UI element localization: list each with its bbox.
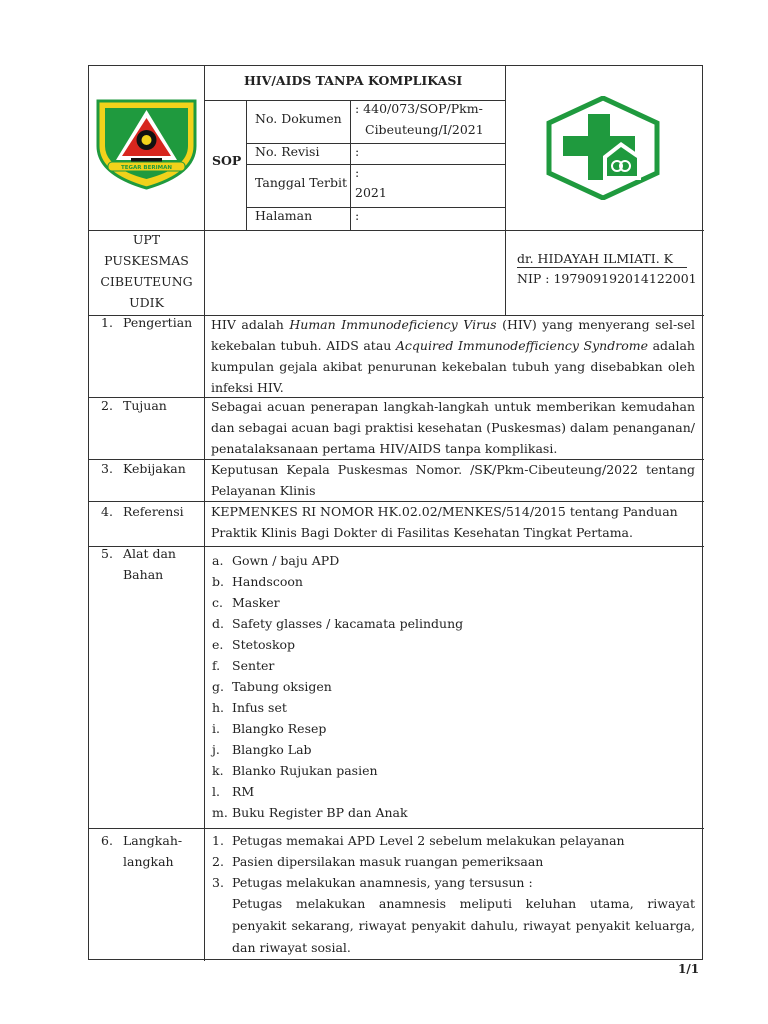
section-6-number: 6. (101, 833, 113, 848)
field-label-no-revisi: No. Revisi (255, 144, 320, 159)
org-line-2: PUSKESMAS (104, 253, 189, 268)
section-2-number: 2. (101, 398, 113, 413)
section-6-label-line-1: Langkah- (123, 833, 183, 848)
field-label-halaman: Halaman (255, 208, 313, 223)
list-item: e. Stetoskop (212, 637, 296, 652)
section-4-text-line-2: Praktik Klinis Bagi Dokter di Fasilitas Kesehatan Tingkat Pertama. (211, 525, 633, 540)
section-3-text: Keputusan Kepala Puskesmas Nomor. /SK/Pkm-Cibeuteung/2022 tentang Pelayanan Klinis (211, 462, 695, 498)
section-2-text: Sebagai acuan penerapan langkah-langkah untuk memberikan kemudahan dan sebagai acuan bagi praktisi kesehatan (Puskesmas) dalam penanganan/ penatalaksanaan pertama HIV/AIDS tanpa komplikasi. (211, 399, 695, 456)
org-line-4: UDIK (129, 295, 164, 310)
step-3-detail: Petugas melakukan anamnesis meliputi keluhan utama, riwayat penyakit sekarang, riwayat penyakit dahulu, riwayat penyakit keluarga, dan riwayat sosial. (232, 896, 695, 955)
field-value-halaman: : (355, 208, 360, 223)
field-value-tanggal-terbit-year: 2021 (355, 185, 387, 200)
step-item: 2. Pasien dipersilakan masuk ruangan pemeriksaan (212, 854, 544, 869)
step-item: 1. Petugas memakai APD Level 2 sebelum melakukan pelayanan (212, 833, 625, 848)
list-item: m. Buku Register BP dan Anak (212, 805, 408, 820)
field-value-no-dokumen-cont: Cibeuteung/I/2021 (365, 122, 484, 137)
list-item: k. Blanko Rujukan pasien (212, 763, 378, 778)
field-value-no-dokumen: : 440/073/SOP/Pkm- (355, 101, 483, 116)
list-item: j. Blangko Lab (212, 742, 312, 757)
section-2-label: Tujuan (123, 398, 167, 413)
field-label-no-dokumen: No. Dokumen (255, 111, 342, 126)
section-5-label-line-2: Bahan (123, 567, 164, 582)
list-item: g. Tabung oksigen (212, 679, 332, 694)
section-4-number: 4. (101, 504, 113, 519)
document-title: HIV/AIDS TANPA KOMPLIKASI (244, 73, 463, 88)
section-1-label: Pengertian (123, 315, 193, 330)
signatory-name: dr. HIDAYAH ILMIATI. K (517, 251, 673, 266)
field-label-tanggal-terbit: Tanggal Terbit (255, 175, 348, 190)
puskesmas-logo (543, 96, 663, 200)
section-3-number: 3. (101, 461, 113, 476)
svg-text:TEGAR BERIMAN: TEGAR BERIMAN (121, 165, 172, 171)
list-item: f. Senter (212, 658, 275, 673)
section-3-label: Kebijakan (123, 461, 186, 476)
equipment-list (212, 550, 463, 823)
org-line-3: CIBEUTEUNG (100, 274, 193, 289)
sop-document (88, 65, 703, 960)
list-item: d. Safety glasses / kacamata pelindung (212, 616, 464, 631)
regency-emblem (95, 98, 198, 190)
signatory-nip: NIP : 197909192014122001 (517, 271, 697, 286)
list-item: i. Blangko Resep (212, 721, 327, 736)
organization-name (89, 229, 204, 313)
list-item: l. RM (212, 784, 255, 799)
regency-emblem-icon (95, 98, 198, 190)
section-4-text-line-1: KEPMENKES RI NOMOR HK.02.02/MENKES/514/2015 tentang Panduan (211, 504, 678, 519)
list-item: h. Infus set (212, 700, 287, 715)
step-item: 3. Petugas melakukan anamnesis, yang tersusun : (212, 875, 533, 890)
section-1-text: HIV adalah Human Immunodeficiency Virus (HIV) yang menyerang sel-sel kekebalan tubuh. AIDS atau Acquired Immunodefficiency Syndrome adalah kumpulan gejala akibat penurunan kekebalan tubuh yang disebabkan oleh infeksi HIV. (211, 317, 695, 395)
list-item: b. Handscoon (212, 574, 303, 589)
procedure-steps (212, 830, 625, 893)
org-line-1: UPT (132, 232, 161, 247)
section-4-label: Referensi (123, 504, 184, 519)
sop-label: SOP (212, 153, 242, 168)
field-value-tanggal-terbit: : (355, 165, 360, 180)
section-5-number: 5. (101, 546, 113, 561)
section-1-number: 1. (101, 315, 113, 330)
list-item: a. Gown / baju APD (212, 553, 340, 568)
section-6-label-line-2: langkah (123, 854, 174, 869)
page-number: 1/1 (678, 962, 700, 976)
section-5-label-line-1: Alat dan (123, 546, 176, 561)
field-value-no-revisi: : (355, 144, 360, 159)
list-item: c. Masker (212, 595, 280, 610)
signatory-underline (517, 267, 687, 268)
puskesmas-cross-icon (543, 96, 663, 200)
